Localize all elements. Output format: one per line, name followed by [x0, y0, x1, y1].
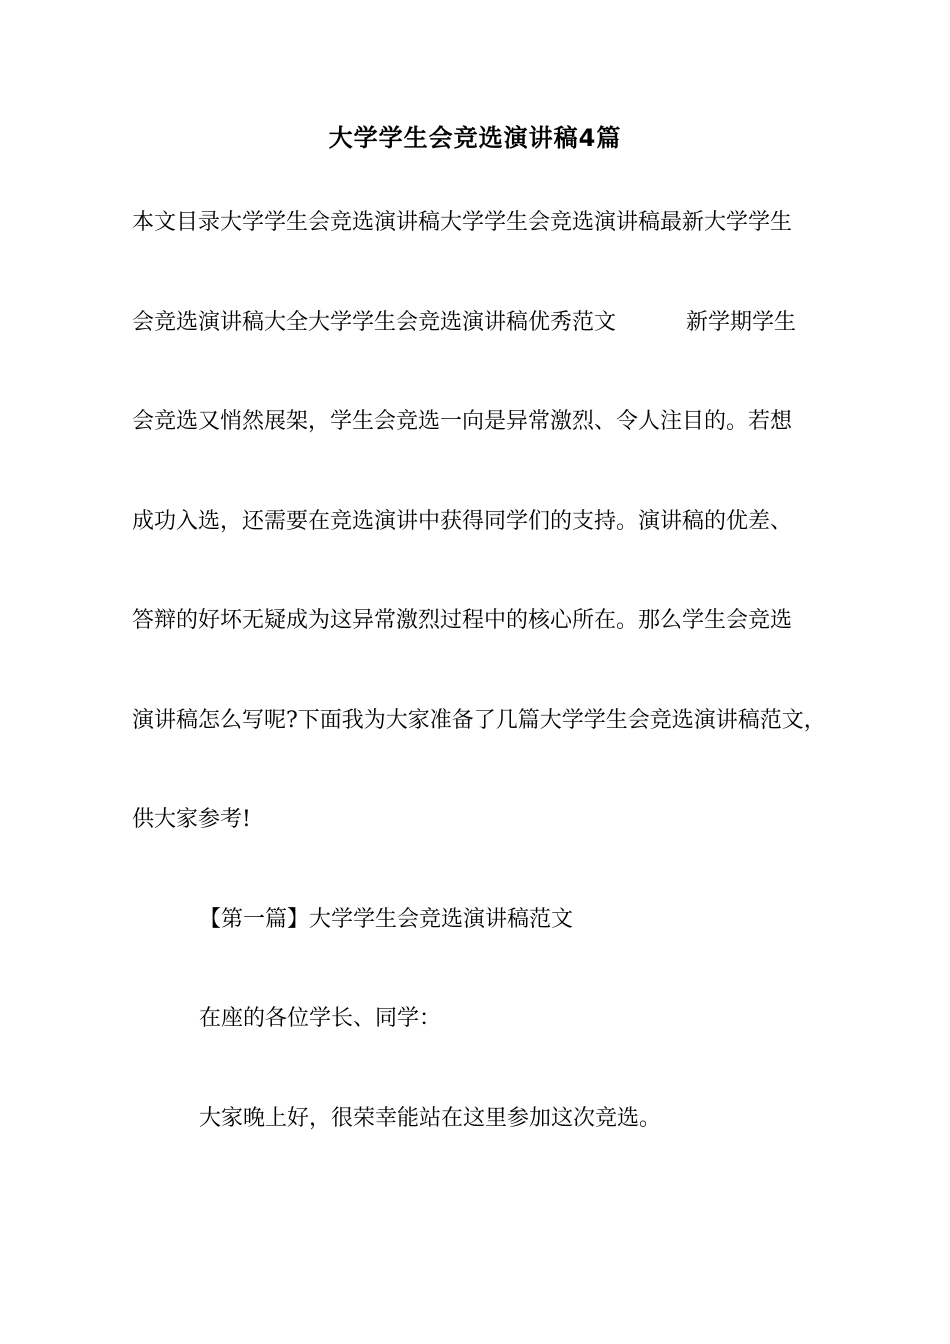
- intro-line-2: [132, 308, 796, 338]
- intro-line-7: 供大家参考!: [132, 807, 251, 832]
- intro-line-6: 演讲稿怎么写呢?下面我为大家准备了几篇大学学生会竞选演讲稿范文，: [132, 708, 826, 733]
- intro-line-2-text: 会竞选演讲稿大全大学学生会竞选演讲稿优秀范文: [132, 310, 617, 335]
- intro-line-4: 成功入选，还需要在竞选演讲中获得同学们的支持。演讲稿的优差、: [132, 509, 793, 534]
- greeting-line: 在座的各位学长、同学：: [199, 1006, 442, 1031]
- section-heading: 【第一篇】大学学生会竞选演讲稿范文: [199, 907, 574, 932]
- intro-line-3: 会竞选又悄然展架，学生会竞选一向是异常激烈、令人注目的。若想: [132, 409, 793, 434]
- document-title: 大学学生会竞选演讲稿4篇: [328, 124, 622, 152]
- intro-line-5: 答辩的好坏无疑成为这异常激烈过程中的核心所在。那么学生会竞选: [132, 608, 793, 633]
- intro-line-2-tail: 新学期学生: [686, 310, 797, 335]
- opening-line: 大家晚上好，很荣幸能站在这里参加这次竞选。: [199, 1106, 662, 1131]
- intro-line-1: 本文目录大学学生会竞选演讲稿大学学生会竞选演讲稿最新大学学生: [132, 210, 793, 235]
